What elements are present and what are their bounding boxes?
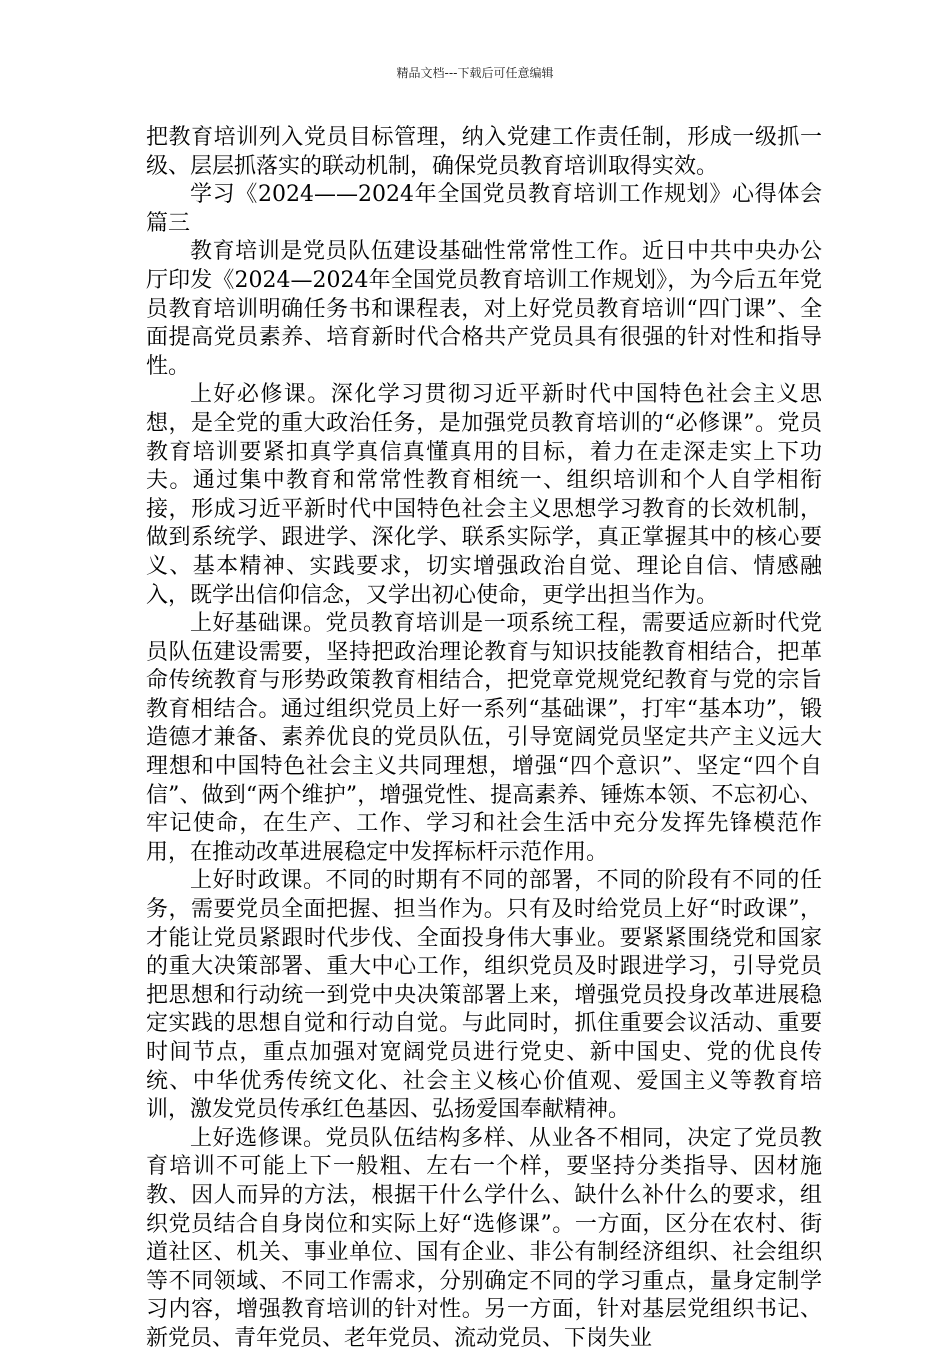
paragraph-intro: 教育培训是党员队伍建设基础性常常性工作。近日中共中央办公厅印发《2024—2024年全国党员教育培训工作规划》，为今后五年党员教育培训明确任务书和课程表，对上好党员教育培训“四门课”、全面提高党员素养、培育新时代合格共产党员具有很强的针对性和指导性。 [146, 239, 822, 379]
document-body [146, 124, 822, 1354]
paragraph-required-course: 上好必修课。深化学习贯彻习近平新时代中国特色社会主义思想，是全党的重大政治任务，是加强党员教育培训的“必修课”。党员教育培训要紧扣真学真信真懂真用的目标，着力在走深走实上下功夫。通过集中教育和常常性教育相统一、组织培训和个人自学相衔接，形成习近平新时代中国特色社会主义思想学习教育的长效机制，做到系统学、跟进学、深化学、联系实际学，真正掌握其中的核心要义、基本精神、实践要求，切实增强政治自觉、理论自信、情感融入，既学出信仰信念，又学出初心使命，更学出担当作为。 [146, 382, 822, 608]
paragraph-current-affairs-course: 上好时政课。不同的时期有不同的部署，不同的阶段有不同的任务，需要党员全面把握、担当作为。只有及时给党员上好“时政课”，才能让党员紧跟时代步伐、全面投身伟大事业。要紧紧围绕党和国家的重大决策部署、重大中心工作，组织党员及时跟进学习，引导党员把思想和行动统一到党中央决策部署上来，增强党员投身改革进展稳定实践的思想自觉和行动自觉。与此同时，抓住重要会议活动、重要时间节点，重点加强对宽阔党员进行党史、新中国史、党的优良传统、中华优秀传统文化、社会主义核心价值观、爱国主义等教育培训，激发党员传承红色基因、弘扬爱国奉献精神。 [146, 868, 822, 1123]
paragraph-continuation: 把教育培训列入党员目标管理，纳入党建工作责任制，形成一级抓一级、层层抓落实的联动机制，确保党员教育培训取得实效。 [146, 125, 822, 179]
page-header: 精品文档---下载后可任意编辑 [396, 66, 554, 80]
section-title: 学习《2024——2024年全国党员教育培训工作规划》心得体会篇三 [146, 182, 822, 236]
paragraph-elective-course: 上好选修课。党员队伍结构多样、从业各不相同，决定了党员教育培训不可能上下一般粗、左右一个样，要坚持分类指导、因材施教、因人而异的方法，根据干什么学什么、缺什么补什么的要求，组织党员结合自身岗位和实际上好“选修课”。一方面，区分在农村、街道社区、机关、事业单位、国有企业、非公有制经济组织、社会组织等不同领域、不同工作需求，分别确定不同的学习重点，量身定制学习内容，增强教育培训的针对性。另一方面，针对基层党组织书记、新党员、青年党员、老年党员、流动党员、下岗失业 [146, 1125, 822, 1351]
paragraph-basic-course: 上好基础课。党员教育培训是一项系统工程，需要适应新时代党员队伍建设需要，坚持把政治理论教育与知识技能教育相结合，把革命传统教育与形势政策教育相结合，把党章党规党纪教育与党的宗旨教育相结合。通过组织党员上好一系列“基础课”，打牢“基本功”，锻造德才兼备、素养优良的党员队伍，引导宽阔党员坚定共产主义远大理想和中国特色社会主义共同理想，增强“四个意识”、坚定“四个自信”、做到“两个维护”，增强党性、提高素养、锤炼本领、不忘初心、牢记使命，在生产、工作、学习和社会生活中充分发挥先锋模范作用，在推动改革进展稳定中发挥标杆示范作用。 [146, 611, 822, 865]
